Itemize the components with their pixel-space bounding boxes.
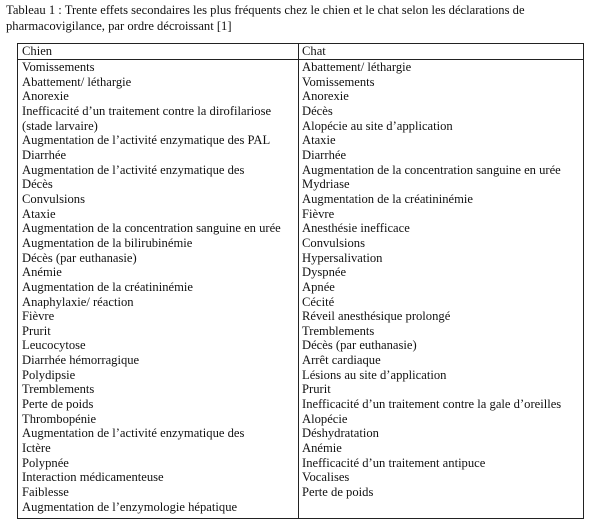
chat-cell: Anesthésie inefficace <box>302 221 410 236</box>
chat-cell: Arrêt cardiaque <box>302 353 381 368</box>
chat-cell: Vocalises <box>302 470 350 485</box>
chien-cell: Fièvre <box>22 309 55 324</box>
column-header-chat: Chat <box>302 44 326 58</box>
chien-cell: Décès (par euthanasie) <box>22 250 137 265</box>
chat-cell: Réveil anesthésique prolongé <box>302 309 451 324</box>
column-divider <box>298 44 299 518</box>
chien-cell: Augmentation de l’activité enzymatique des PAL <box>22 133 271 148</box>
chien-cell: Perte de poids <box>22 397 94 412</box>
chat-cell: Décès (par euthanasie) <box>302 338 417 353</box>
chien-cell: Polypnée <box>22 455 69 470</box>
chien-cell: Augmentation de l’enzymologie hépatique <box>22 499 238 514</box>
chat-cell: Hypersalivation <box>302 250 383 265</box>
chien-cell: Augmentation de la bilirubinémie <box>22 235 193 250</box>
chien-cell: Anémie <box>22 265 62 280</box>
chien-cell: Ataxie <box>22 206 56 221</box>
chat-cell: Mydriase <box>302 177 350 192</box>
chat-cell: Apnée <box>302 279 335 294</box>
chat-cell: Augmentation de la créatininémie <box>302 191 473 206</box>
chat-cell: Diarrhée <box>302 147 347 162</box>
chien-cell: Augmentation de la concentration sanguine en urée <box>22 221 281 236</box>
chien-cell: Faiblesse <box>22 485 69 500</box>
chien-cell: Augmentation de la créatininémie <box>22 279 193 294</box>
chat-cell: Abattement/ léthargie <box>302 60 412 74</box>
column-chien <box>22 60 296 514</box>
chien-cell: Ictère <box>22 441 51 456</box>
chat-cell: Vomissements <box>302 74 375 89</box>
chat-cell: Dyspnée <box>302 265 347 280</box>
chat-cell: Prurit <box>302 382 331 397</box>
table-caption: Tableau 1 : Trente effets secondaires les plus fréquents chez le chien et le chat selon les déclarations de pharmacovigilance, par ordre décroissant [1] <box>6 3 525 33</box>
chien-cell: Prurit <box>22 323 51 338</box>
chat-cell: Inefficacité d’un traitement antipuce <box>302 455 486 470</box>
chien-cell: Anorexie <box>22 89 69 104</box>
chat-cell: Lésions au site d’application <box>302 367 447 382</box>
chat-cell: Décès <box>302 103 333 118</box>
chat-cell: Cécité <box>302 294 335 309</box>
chat-cell: Alopécie <box>302 411 348 426</box>
chien-cell: Augmentation de l’activité enzymatique des <box>22 426 245 441</box>
chien-cell: Leucocytose <box>22 338 86 353</box>
chien-cell: Vomissements <box>22 60 95 74</box>
chat-cell: Anorexie <box>302 89 349 104</box>
chat-cell: Fièvre <box>302 206 335 221</box>
chien-cell: (stade larvaire) <box>22 118 98 133</box>
chat-cell: Anémie <box>302 441 342 456</box>
chat-cell: Ataxie <box>302 133 336 148</box>
chien-cell: Diarrhée hémorragique <box>22 353 140 368</box>
chien-cell: Décès <box>22 177 53 192</box>
chat-cell: Augmentation de la concentration sanguine en urée <box>302 162 561 177</box>
chat-cell: Déshydratation <box>302 426 379 441</box>
chat-cell: Tremblements <box>302 323 375 338</box>
chien-cell: Augmentation de l’activité enzymatique des <box>22 162 245 177</box>
column-header-chien: Chien <box>22 44 53 58</box>
chat-cell: Inefficacité d’un traitement contre la gale d’oreilles <box>302 397 562 412</box>
chat-cell: Convulsions <box>302 235 365 250</box>
table-header-row <box>18 44 583 60</box>
chien-cell: Anaphylaxie/ réaction <box>22 294 134 309</box>
chat-cell: Alopécie au site d’application <box>302 118 453 133</box>
chien-cell: Thrombopénie <box>22 411 97 426</box>
chien-cell: Interaction médicamenteuse <box>22 470 164 485</box>
column-chat <box>302 60 582 500</box>
chien-cell: Tremblements <box>22 382 95 397</box>
chat-cell: Perte de poids <box>302 485 374 500</box>
adverse-effects-table <box>17 43 584 519</box>
chien-cell: Polydipsie <box>22 367 76 382</box>
chien-cell: Convulsions <box>22 191 85 206</box>
chien-cell: Inefficacité d’un traitement contre la dirofilariose <box>22 103 272 118</box>
chien-cell: Abattement/ léthargie <box>22 74 132 89</box>
chien-cell: Diarrhée <box>22 147 67 162</box>
